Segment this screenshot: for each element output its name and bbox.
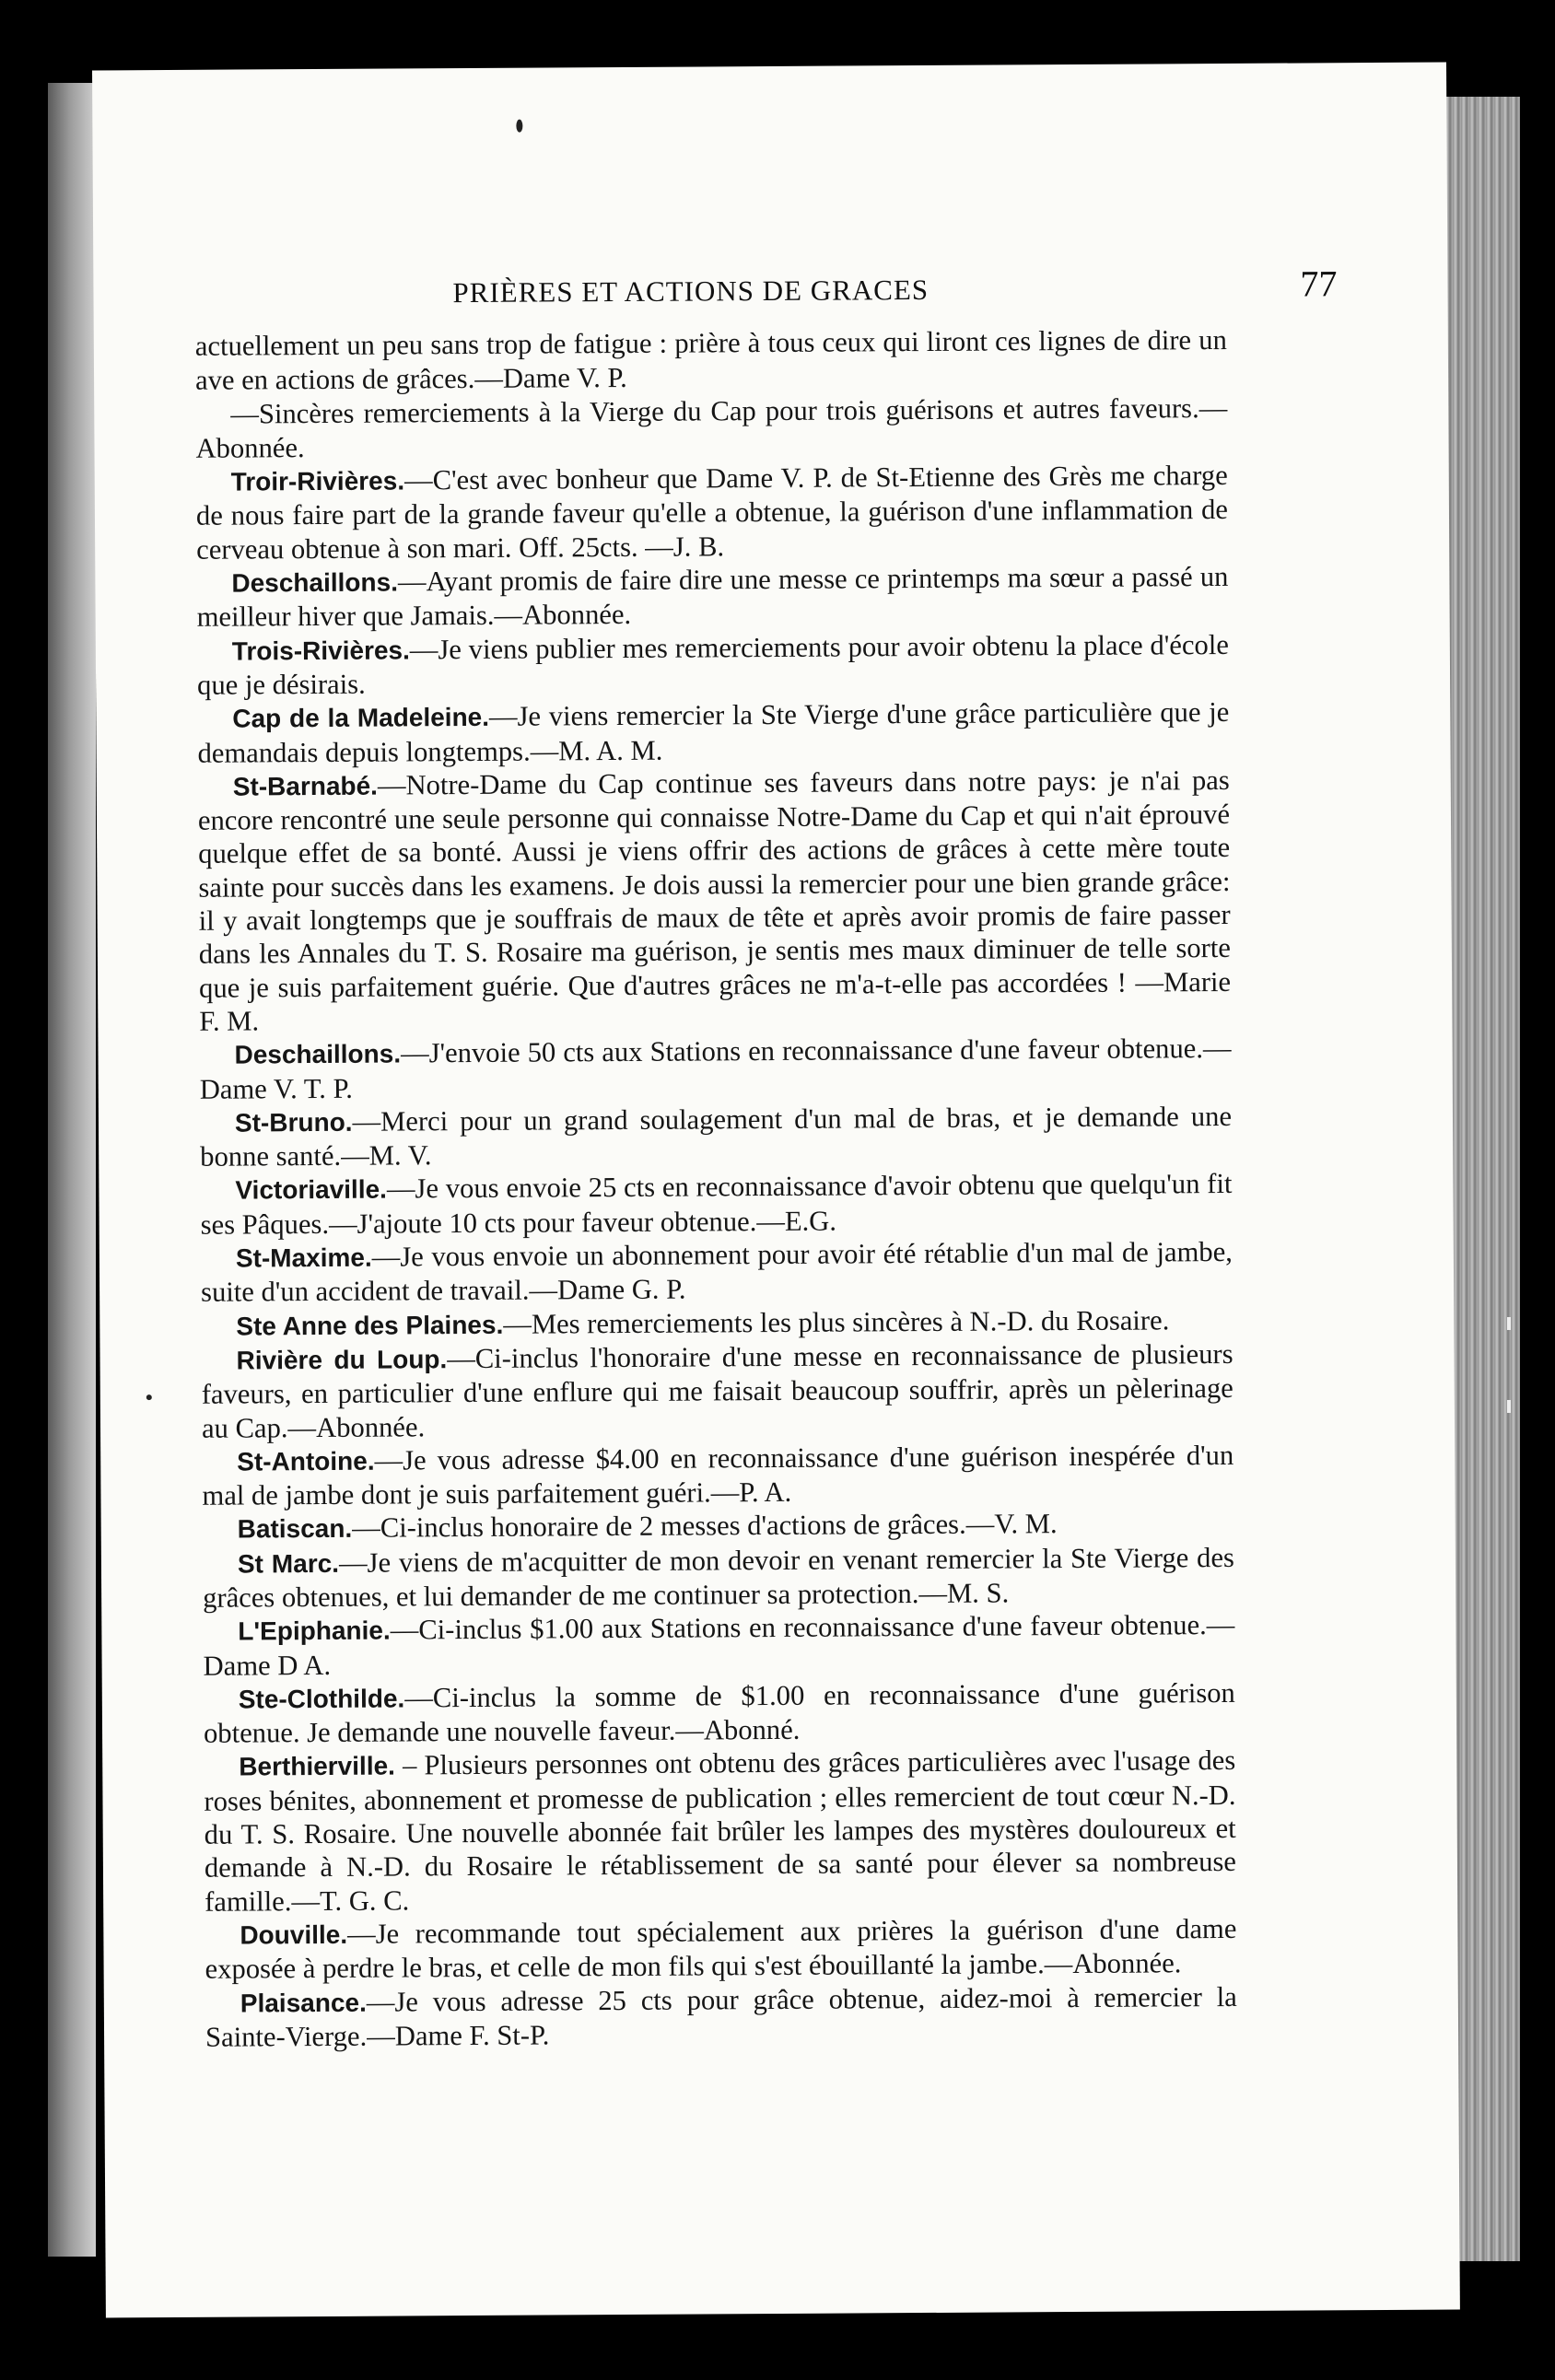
entry-place: Batiscan. [237,1514,353,1544]
entry-place: Deschaillons. [231,567,399,598]
entry-text: —J'envoie 50 cts aux Stations en reconnaissance d'une faveur obtenue.—Dame V. T. P. [199,1032,1232,1105]
entry-text: —Notre-Dame du Cap continue ses faveurs dans notre pays: je n'ai pas encore rencontré une seule personne qui connaisse Notre-Dame du Cap et qui n'ait éprouvé quelque effet de sa bonté. Aussi je viens offrir des actions de grâces à cette mère toute sainte pour succès dans les examens. Je dois aussi la remercier pour une bien grande grâce: il y avait longtemps que je souffrais de maux de tête et après avoir promis de faire passer dans les Annales du T. S. Rosaire ma guérison, je sentis mes maux diminuer de telle sorte que je suis parfaitement guérie. Que d'autres grâces ne m'a-t-elle pas accordées ! —Marie F. M. [197,764,1232,1037]
entry-place: Deschaillons. [234,1039,402,1069]
entry-place: Victoriaville. [235,1174,388,1205]
entry-text: – Plusieurs personnes ont obtenu des grâces particulières avec l'usage des roses bénites, abonnement et promesse de publication ; elles remercient de tout cœur N.-D. du T. S. Rosaire. Une nouvelle abonnée fait brûler les lampes des mystères douloureux et demande à N.-D. du Rosaire le rétablissement de sa santé pour élever sa nombreuse famille.—T. G. C. [204,1744,1237,1918]
entry [200,1100,1232,1173]
entry [201,1337,1233,1445]
entry-place: St Marc. [237,1548,340,1579]
entry-text: —Je viens de m'acquitter de mon devoir en venant remercier la Ste Vierge des grâces obtenues, et lui demander de me continuer sa protection.—M. S. [203,1541,1235,1614]
entry-text: —Je vous envoie 25 cts en reconnaissance d'avoir obtenu que quelqu'un fit ses Pâques.—J'ajoute 10 cts pour faveur obtenue.—E.G. [200,1168,1233,1241]
entry [195,391,1227,465]
entry [204,1676,1235,1750]
entry-text: —Merci pour un grand soulagement d'un mal de bras, et je demande une bonne santé.—M. V. [200,1100,1233,1172]
entry [204,1744,1236,1918]
entry-text: —C'est avec bonheur que Dame V. P. de St-Etienne des Grès me charge de nous faire part de la grande faveur qu'elle a obtenue, la guérison d'une inflammation de cerveau obtenue à son mari. Off. 25cts. —J. B. [195,460,1229,566]
entry [203,1608,1234,1682]
entry [196,459,1229,566]
entry [197,628,1229,702]
entry [201,1235,1233,1309]
entry [200,1167,1232,1241]
entry-place: Douville. [240,1919,348,1950]
edge-mark [1507,1400,1511,1413]
entry [202,1439,1233,1512]
entry-text: —Ci-inclus l'honoraire d'une messe en reconnaissance de plusieurs faveurs, en particulier d'une enflure qui me faisait beaucoup souffrir, après un pèlerinage au Cap.—Abonnée. [201,1337,1233,1444]
entry-text: —Je vous adresse 25 cts pour grâce obtenue, aidez-moi à remercier la Sainte-Vierge.—Dame F. St-P. [205,1980,1237,2053]
entry-text: —Je vous envoie un abonnement pour avoir été rétablie d'un mal de jambe, suite d'un accident de travail.—Dame G. P. [201,1235,1233,1309]
entry-place: Trois-Rivières. [231,636,410,666]
entry-text: —Je recommande tout spécialement aux prières la guérison d'une dame exposée à perdre le bras, et celle de mon fils qui s'est ébouillanté la jambe.—Abonnée. [205,1912,1237,1986]
entry-place: Plaisance. [240,1988,367,2018]
ink-speck [516,120,522,133]
entry-text: —Ci-inclus honoraire de 2 messes d'actions de grâces.—V. M. [352,1508,1058,1545]
entry-text: —Ci-inclus la somme de $1.00 en reconnaissance d'une guérison obtenue. Je demande une nouvelle faveur.—Abonné. [203,1676,1235,1749]
entry-place: St-Barnabé. [232,771,379,801]
body-text [195,323,1237,2054]
entry [205,1912,1236,1986]
entry-text: actuellement un peu sans trop de fatigue : prière à tous ceux qui liront ces lignes de dire un ave en actions de grâces.—Dame V. P. [194,323,1227,397]
entry-place: Berthierville. [239,1751,396,1782]
entry-text: —Je viens remercier la Ste Vierge d'une grâce particulière que je demandais depuis longtemps.—M. A. M. [197,696,1230,769]
book-spine-edge [48,83,96,2257]
entry [205,1979,1237,2053]
entry-place: Rivière du Loup. [236,1345,448,1375]
page-header [93,254,1447,318]
entry-text: —Mes remerciements les plus sincères à N.-D. du Rosaire. [503,1303,1170,1340]
entry [198,764,1232,1038]
entry-place: Cap de la Madeleine. [232,703,490,733]
entry-place: Ste-Clothilde. [238,1684,405,1714]
entry-text: —Je vous adresse $4.00 en reconnaissance d'une guérison inespérée d'un mal de jambe dont je suis parfaitement guéri.—P. A. [202,1439,1234,1511]
entry-place: Ste Anne des Plaines. [236,1310,504,1341]
entry [199,1032,1231,1105]
entry-place: Troir-Rivières. [230,466,405,496]
entry-place: L'Epiphanie. [238,1616,391,1646]
edge-mark [1507,1317,1511,1330]
entry [197,695,1229,769]
entry-text: —Ci-inclus $1.00 aux Stations en reconnaissance d'une faveur obtenue.—Dame D A. [203,1609,1235,1682]
book-page [92,63,1460,2318]
entry-place: St-Antoine. [237,1446,375,1476]
entry-place: St-Maxime. [235,1242,372,1273]
entry [195,323,1227,397]
entry-place: St-Bruno. [234,1107,353,1138]
entry [203,1541,1234,1615]
page-number: 77 [1300,262,1338,305]
entry [196,560,1228,634]
entry-text: —Je viens publier mes remerciements pour avoir obtenu la place d'école que je désirais. [196,628,1229,701]
ink-speck [146,1394,152,1400]
running-title: PRIÈRES ET ACTIONS DE GRACES [452,273,929,309]
entry-text: —Sincères remerciements à la Vierge du Cap pour trois guérisons et autres faveurs.—Abonnée. [195,391,1228,464]
entry-text: —Ayant promis de faire dire une messe ce printemps ma sœur a passé un meilleur hiver que Jamais.—Abonnée. [196,561,1229,634]
